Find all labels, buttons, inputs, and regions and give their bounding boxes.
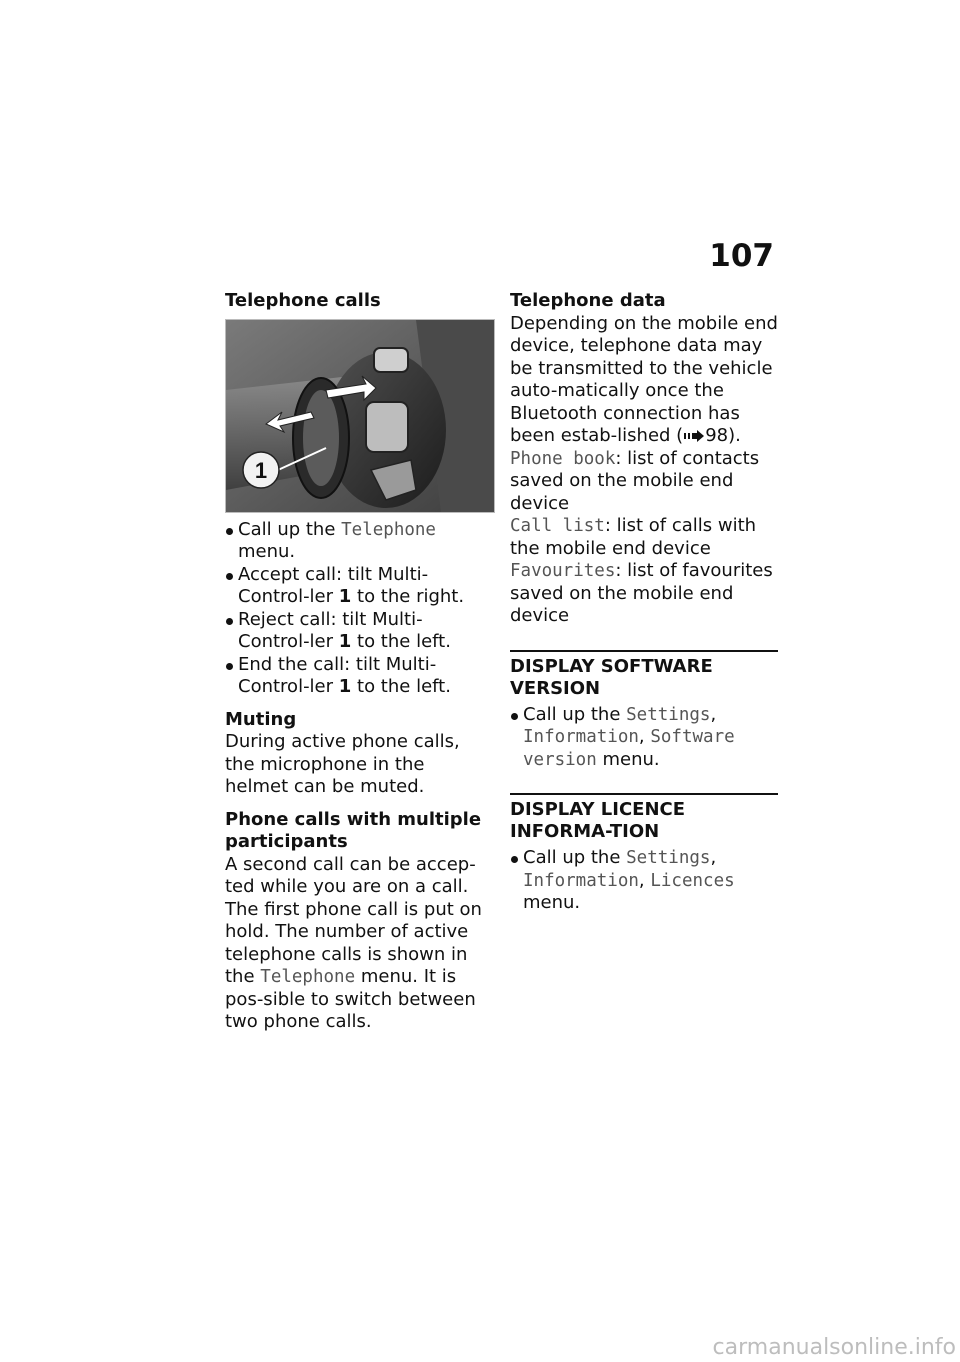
handlebar-photo xyxy=(225,319,495,513)
list-item: Reject call: tilt Multi-Control-ler 1 to the left. xyxy=(225,609,493,654)
right-column xyxy=(510,290,778,915)
phone-book-item: Phone book: list of contacts saved on the mobile end device xyxy=(510,447,760,514)
heading-display-software-version: DISPLAY SOFTWARE VERSION xyxy=(510,655,713,699)
call-list-item: Call list: list of calls with the mobile end device xyxy=(510,515,757,559)
page-reference[interactable]: 98 xyxy=(705,425,729,446)
list-item: Call up the Telephone menu. xyxy=(225,519,493,564)
section-display-software-version xyxy=(510,650,778,772)
watermark: carmanualsonline.info xyxy=(712,1335,956,1360)
menu-telephone: Telephone xyxy=(341,519,436,540)
muting-text: During active phone calls, the microphone in the helmet can be muted. xyxy=(225,731,460,797)
telephone-data-text: Depending on the mobile end device, telephone data may be transmitted to the vehicle auto-matically once the Bluetooth connection has been estab-lished ( 98). xyxy=(510,312,778,446)
favourites-item: Favourites: list of favourites saved on the mobile end device xyxy=(510,560,773,626)
list-item: Accept call: tilt Multi-Control-ler 1 to the right. xyxy=(225,564,493,609)
multiple-participants-text: A second call can be accep-ted while you are on a call. The first phone call is put on hold. The number of active telephone calls is shown in the Telephone menu. It is pos-sible to switch between two phone calls. xyxy=(225,853,482,1032)
handlebar-illustration xyxy=(226,320,494,512)
page-reference-arrow-icon xyxy=(683,430,705,442)
telephone-steps xyxy=(225,519,493,699)
callout-1: 1 xyxy=(254,457,268,483)
heading-telephone-calls: Telephone calls xyxy=(225,290,381,311)
menu-telephone: Telephone xyxy=(260,967,356,987)
list-item: Call up the Settings, Information, Licences menu. xyxy=(510,847,778,915)
list-item: Call up the Settings, Information, Software version menu. xyxy=(510,704,778,772)
heading-muting: Muting xyxy=(225,708,297,730)
page-number: 107 xyxy=(709,238,774,274)
heading-multiple-participants: Phone calls with multiple participants xyxy=(225,808,482,852)
heading-display-licence-information: DISPLAY LICENCE INFORMA-TION xyxy=(510,799,686,842)
left-column xyxy=(225,290,493,1034)
heading-telephone-data: Telephone data xyxy=(510,290,666,311)
list-item: End the call: tilt Multi-Control-ler 1 to the left. xyxy=(225,654,493,699)
section-display-licence-information xyxy=(510,793,778,915)
